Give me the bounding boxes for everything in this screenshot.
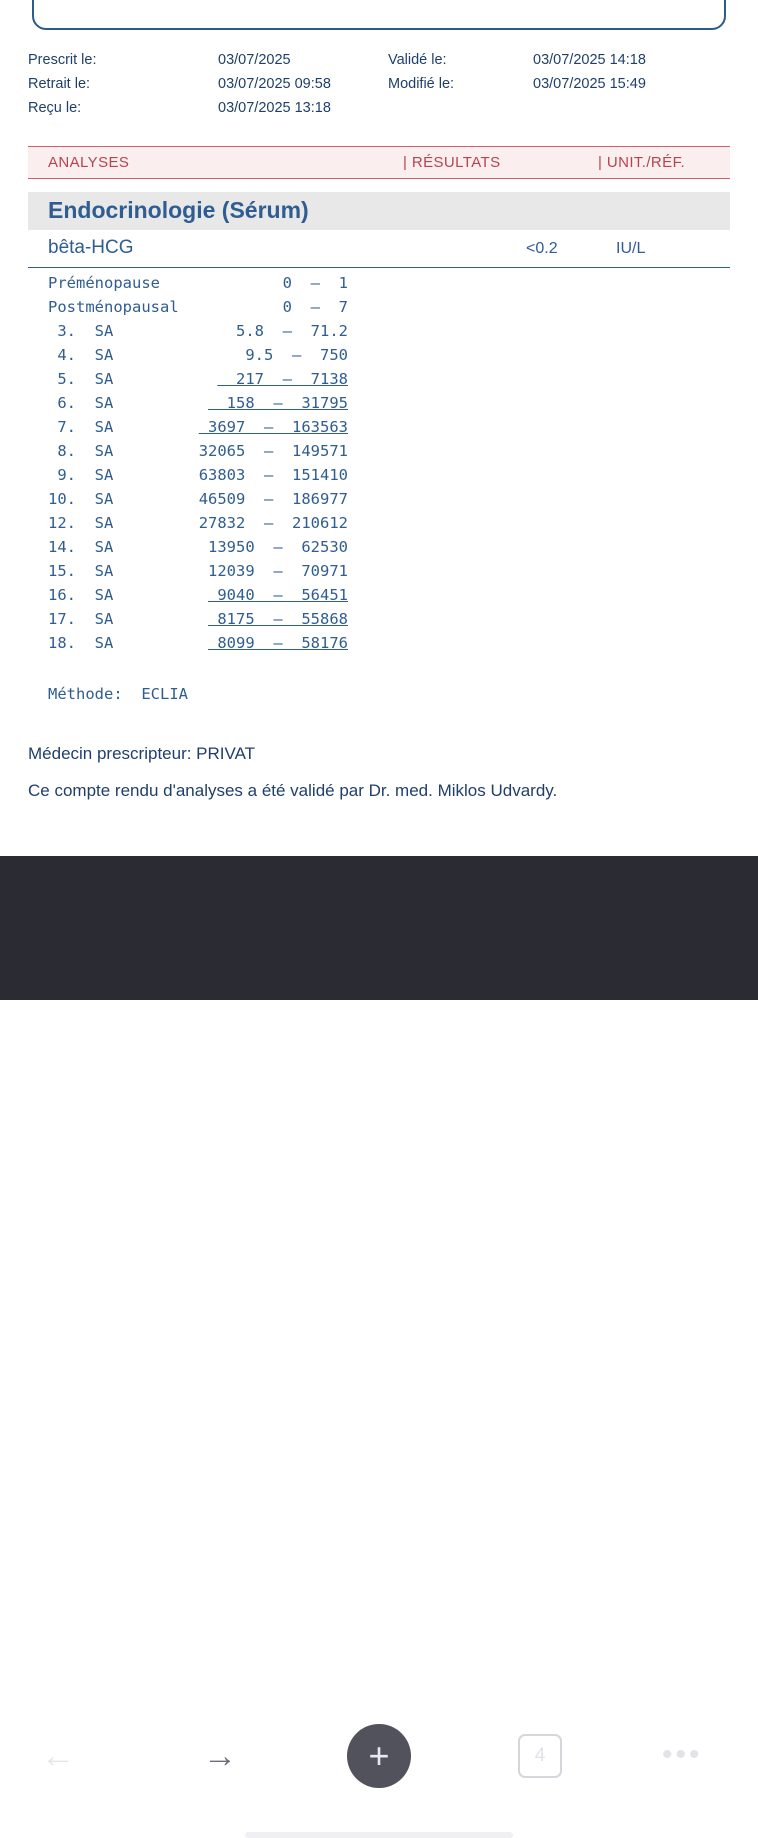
range-value: 13950 – 62530 (208, 538, 348, 556)
analyte-unit: IU/L (616, 240, 646, 257)
meta-row (28, 100, 738, 124)
meta-label-retrait: Retrait le: (28, 76, 91, 92)
column-header-units: | UNIT./RÉF. (598, 154, 686, 171)
range-label: 5. SA (48, 370, 114, 388)
table-column-header (28, 146, 730, 179)
menu-icon[interactable]: ••• (662, 1738, 703, 1771)
range-label: 6. SA (48, 394, 114, 412)
range-label: 4. SA (48, 346, 114, 364)
range-value: 46509 – 186977 (198, 490, 348, 508)
meta-value-recu: 03/07/2025 13:18 (218, 100, 331, 116)
range-value: 9040 – 56451 (208, 586, 348, 604)
range-row (28, 392, 730, 416)
range-row (28, 536, 730, 560)
range-value: 27832 – 210612 (198, 514, 348, 532)
method-text: Méthode: ECLIA (48, 685, 188, 703)
range-label: 10. SA (48, 490, 114, 508)
range-row (28, 608, 730, 632)
range-label: Préménopause (48, 274, 160, 292)
range-row (28, 488, 730, 512)
range-row (28, 344, 730, 368)
meta-value-valide: 03/07/2025 14:18 (533, 52, 646, 68)
range-row (28, 416, 730, 440)
home-indicator (245, 1832, 513, 1838)
range-label: 14. SA (48, 538, 114, 556)
range-row (28, 440, 730, 464)
header-outline-box (32, 0, 726, 30)
range-value: 5.8 – 71.2 (217, 322, 348, 340)
range-row (28, 512, 730, 536)
meta-label-prescrit: Prescrit le: (28, 52, 97, 68)
range-value: 9.5 – 750 (226, 346, 348, 364)
meta-label-valide: Validé le: (388, 52, 447, 68)
browser-toolbar (0, 856, 758, 1776)
tab-count-button[interactable]: 4 (518, 1734, 562, 1778)
range-row (28, 320, 730, 344)
meta-row (28, 52, 738, 76)
report-meta (28, 52, 738, 124)
range-value: 217 – 7138 (217, 370, 348, 388)
range-label: 3. SA (48, 322, 114, 340)
meta-value-prescrit: 03/07/2025 (218, 52, 291, 68)
column-header-analyses: ANALYSES (48, 154, 130, 171)
reference-range-list (28, 272, 730, 656)
range-label: 8. SA (48, 442, 114, 460)
range-value: 8099 – 58176 (208, 634, 348, 652)
range-row (28, 560, 730, 584)
range-row (28, 464, 730, 488)
range-row (28, 368, 730, 392)
range-value: 12039 – 70971 (208, 562, 348, 580)
forward-icon[interactable]: → (203, 1736, 237, 1775)
validation-line: Ce compte rendu d'analyses a été validé par Dr. med. Miklos Udvardy. (28, 781, 558, 800)
range-value: 63803 – 151410 (198, 466, 348, 484)
range-label: 12. SA (48, 514, 114, 532)
column-header-results: | RÉSULTATS (403, 154, 501, 171)
range-label: Postménopausal (48, 298, 179, 316)
meta-value-modifie: 03/07/2025 15:49 (533, 76, 646, 92)
section-title: Endocrinologie (Sérum) (48, 197, 309, 223)
new-tab-icon[interactable]: + (347, 1724, 411, 1788)
range-label: 9. SA (48, 466, 114, 484)
analyte-result: <0.2 (526, 240, 558, 257)
meta-label-modifie: Modifié le: (388, 76, 455, 92)
range-value: 3697 – 163563 (198, 418, 348, 436)
range-label: 7. SA (48, 418, 114, 436)
range-row (28, 632, 730, 656)
range-row (28, 272, 730, 296)
section-header (28, 192, 730, 230)
analyte-row (28, 234, 730, 268)
meta-row (28, 76, 738, 100)
range-label: 18. SA (48, 634, 114, 652)
analyte-name: bêta-HCG (48, 237, 134, 258)
meta-value-retrait: 03/07/2025 09:58 (218, 76, 331, 92)
back-icon[interactable]: ← (41, 1736, 75, 1775)
range-row (28, 296, 730, 320)
range-value: 0 – 7 (264, 298, 348, 316)
range-value: 32065 – 149571 (198, 442, 348, 460)
range-label: 15. SA (48, 562, 114, 580)
range-value: 8175 – 55868 (208, 610, 348, 628)
range-row (28, 584, 730, 608)
range-label: 16. SA (48, 586, 114, 604)
range-value: 0 – 1 (264, 274, 348, 292)
range-value: 158 – 31795 (208, 394, 348, 412)
range-label: 17. SA (48, 610, 114, 628)
prescriber-line: Médecin prescripteur: PRIVAT (28, 744, 256, 763)
meta-label-recu: Reçu le: (28, 100, 82, 116)
